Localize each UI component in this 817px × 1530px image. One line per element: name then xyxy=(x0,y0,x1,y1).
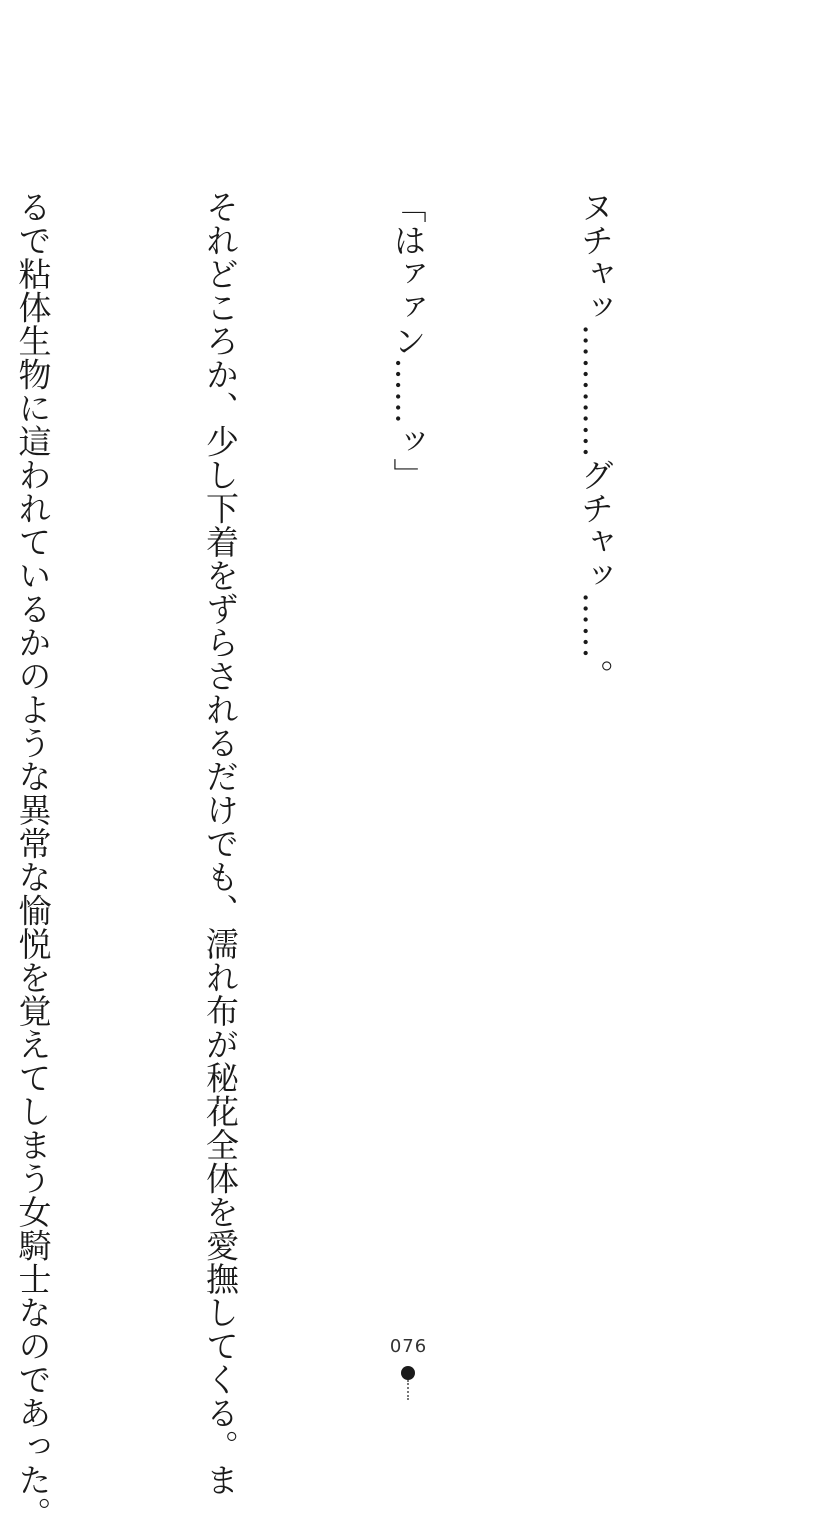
page-thread-ornament xyxy=(407,1380,409,1400)
text-line: ヌチャッ…………グチャッ……。 xyxy=(576,190,615,693)
text-line: るで粘体生物に這われているかのような異常な愉悦を覚えてしまう女騎士なのであった。 xyxy=(13,190,53,1530)
page-dot-ornament xyxy=(401,1366,415,1380)
text-line: 「はァァン……ッ」 xyxy=(388,190,428,492)
text-line: それどころか、少し下着をずらされるだけでも、濡れ布が秘花全体を愛撫してくる。ま xyxy=(201,190,240,1497)
page-number: 076 xyxy=(389,1336,428,1357)
